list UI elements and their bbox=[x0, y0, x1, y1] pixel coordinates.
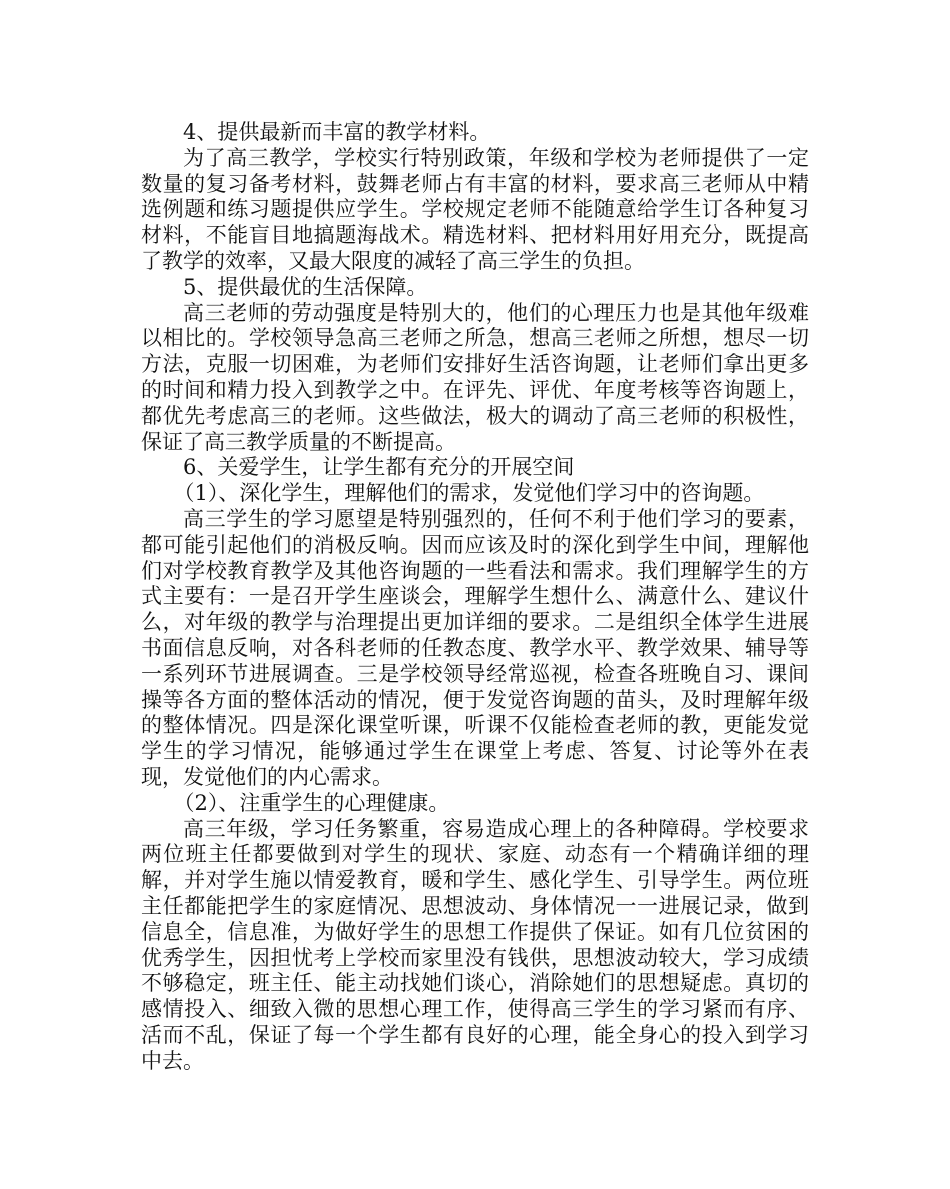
paragraph-teaching-materials: 为了高三教学，学校实行特别政策，年级和学校为老师提供了一定数量的复习备考材料，鼓舞老师占有丰富的材料，要求高三老师从中精选例题和练习题提供应学生。学校规定老师不能随意给学生订各种复习材料，不能盲目地搞题海战术。精选材料、把材料用好用充分，既提高了教学的效率，又最大限度的减轻了高三学生的负担。 bbox=[141, 145, 809, 273]
document-page bbox=[141, 120, 809, 1074]
section-heading-5: 5、提供最优的生活保障。 bbox=[183, 274, 428, 299]
section-heading-6: 6、关爱学生，让学生都有充分的开展空间 bbox=[183, 455, 575, 480]
subheading-2: （2）、注重学生的心理健康。 bbox=[173, 790, 450, 815]
paragraph-understand-students: 高三学生的学习愿望是特别强烈的，任何不利于他们学习的要素，都可能引起他们的消极反响。因而应该及时的深化到学生中间，理解他们对学校教育教学及其他咨询题的一些看法和需求。我们理解学生的方式主要有：一是召开学生座谈会，理解学生想什么、满意什么、建议什么，对年级的教学与治理提出更加详细的要求。二是组织全体学生进展书面信息反响，对各科老师的任教态度、教学水平、教学效果、辅导等一系列环节进展调查。三是学校领导经常巡视，检查各班晚自习、课间操等各方面的整体活动的情况，便于发觉咨询题的苗头，及时理解年级的整体情况。四是深化课堂听课，听课不仅能检查老师的教，更能发觉学生的学习情况，能够通过学生在课堂上考虑、答复、讨论等外在表现，发觉他们的内心需求。 bbox=[141, 506, 809, 789]
paragraph-mental-health: 高三年级，学习任务繁重，容易造成心理上的各种障碍。学校要求两位班主任都要做到对学生的现状、家庭、动态有一个精确详细的理解，并对学生施以情爱教育，暖和学生、感化学生、引导学生。两位班主任都能把学生的家庭情况、思想波动、身体情况一一进展记录，做到信息全，信息准，为做好学生的思想工作提供了保证。如有几位贫困的优秀学生，因担忧考上学校而家里没有钱供，思想波动较大，学习成绩不够稳定，班主任、能主动找她们谈心，消除她们的思想疑虑。真切的感情投入、细致入微的思想心理工作，使得高三学生的学习紧而有序、活而不乱，保证了每一个学生都有良好的心理，能全身心的投入到学习中去。 bbox=[141, 816, 809, 1073]
paragraph-living-support: 高三老师的劳动强度是特别大的，他们的心理压力也是其他年级难以相比的。学校领导急高三老师之所急，想高三老师之所想，想尽一切方法，克服一切困难，为老师们安排好生活咨询题，让老师们拿出更多的时间和精力投入到教学之中。在评先、评优、年度考核等咨询题上，都优先考虑高三的老师。这些做法，极大的调动了高三老师的积极性，保证了高三教学质量的不断提高。 bbox=[141, 300, 809, 454]
subheading-1: （1）、深化学生，理解他们的需求，发觉他们学习中的咨询题。 bbox=[173, 481, 765, 506]
section-heading-4: 4、提供最新而丰富的教学材料。 bbox=[183, 120, 491, 144]
